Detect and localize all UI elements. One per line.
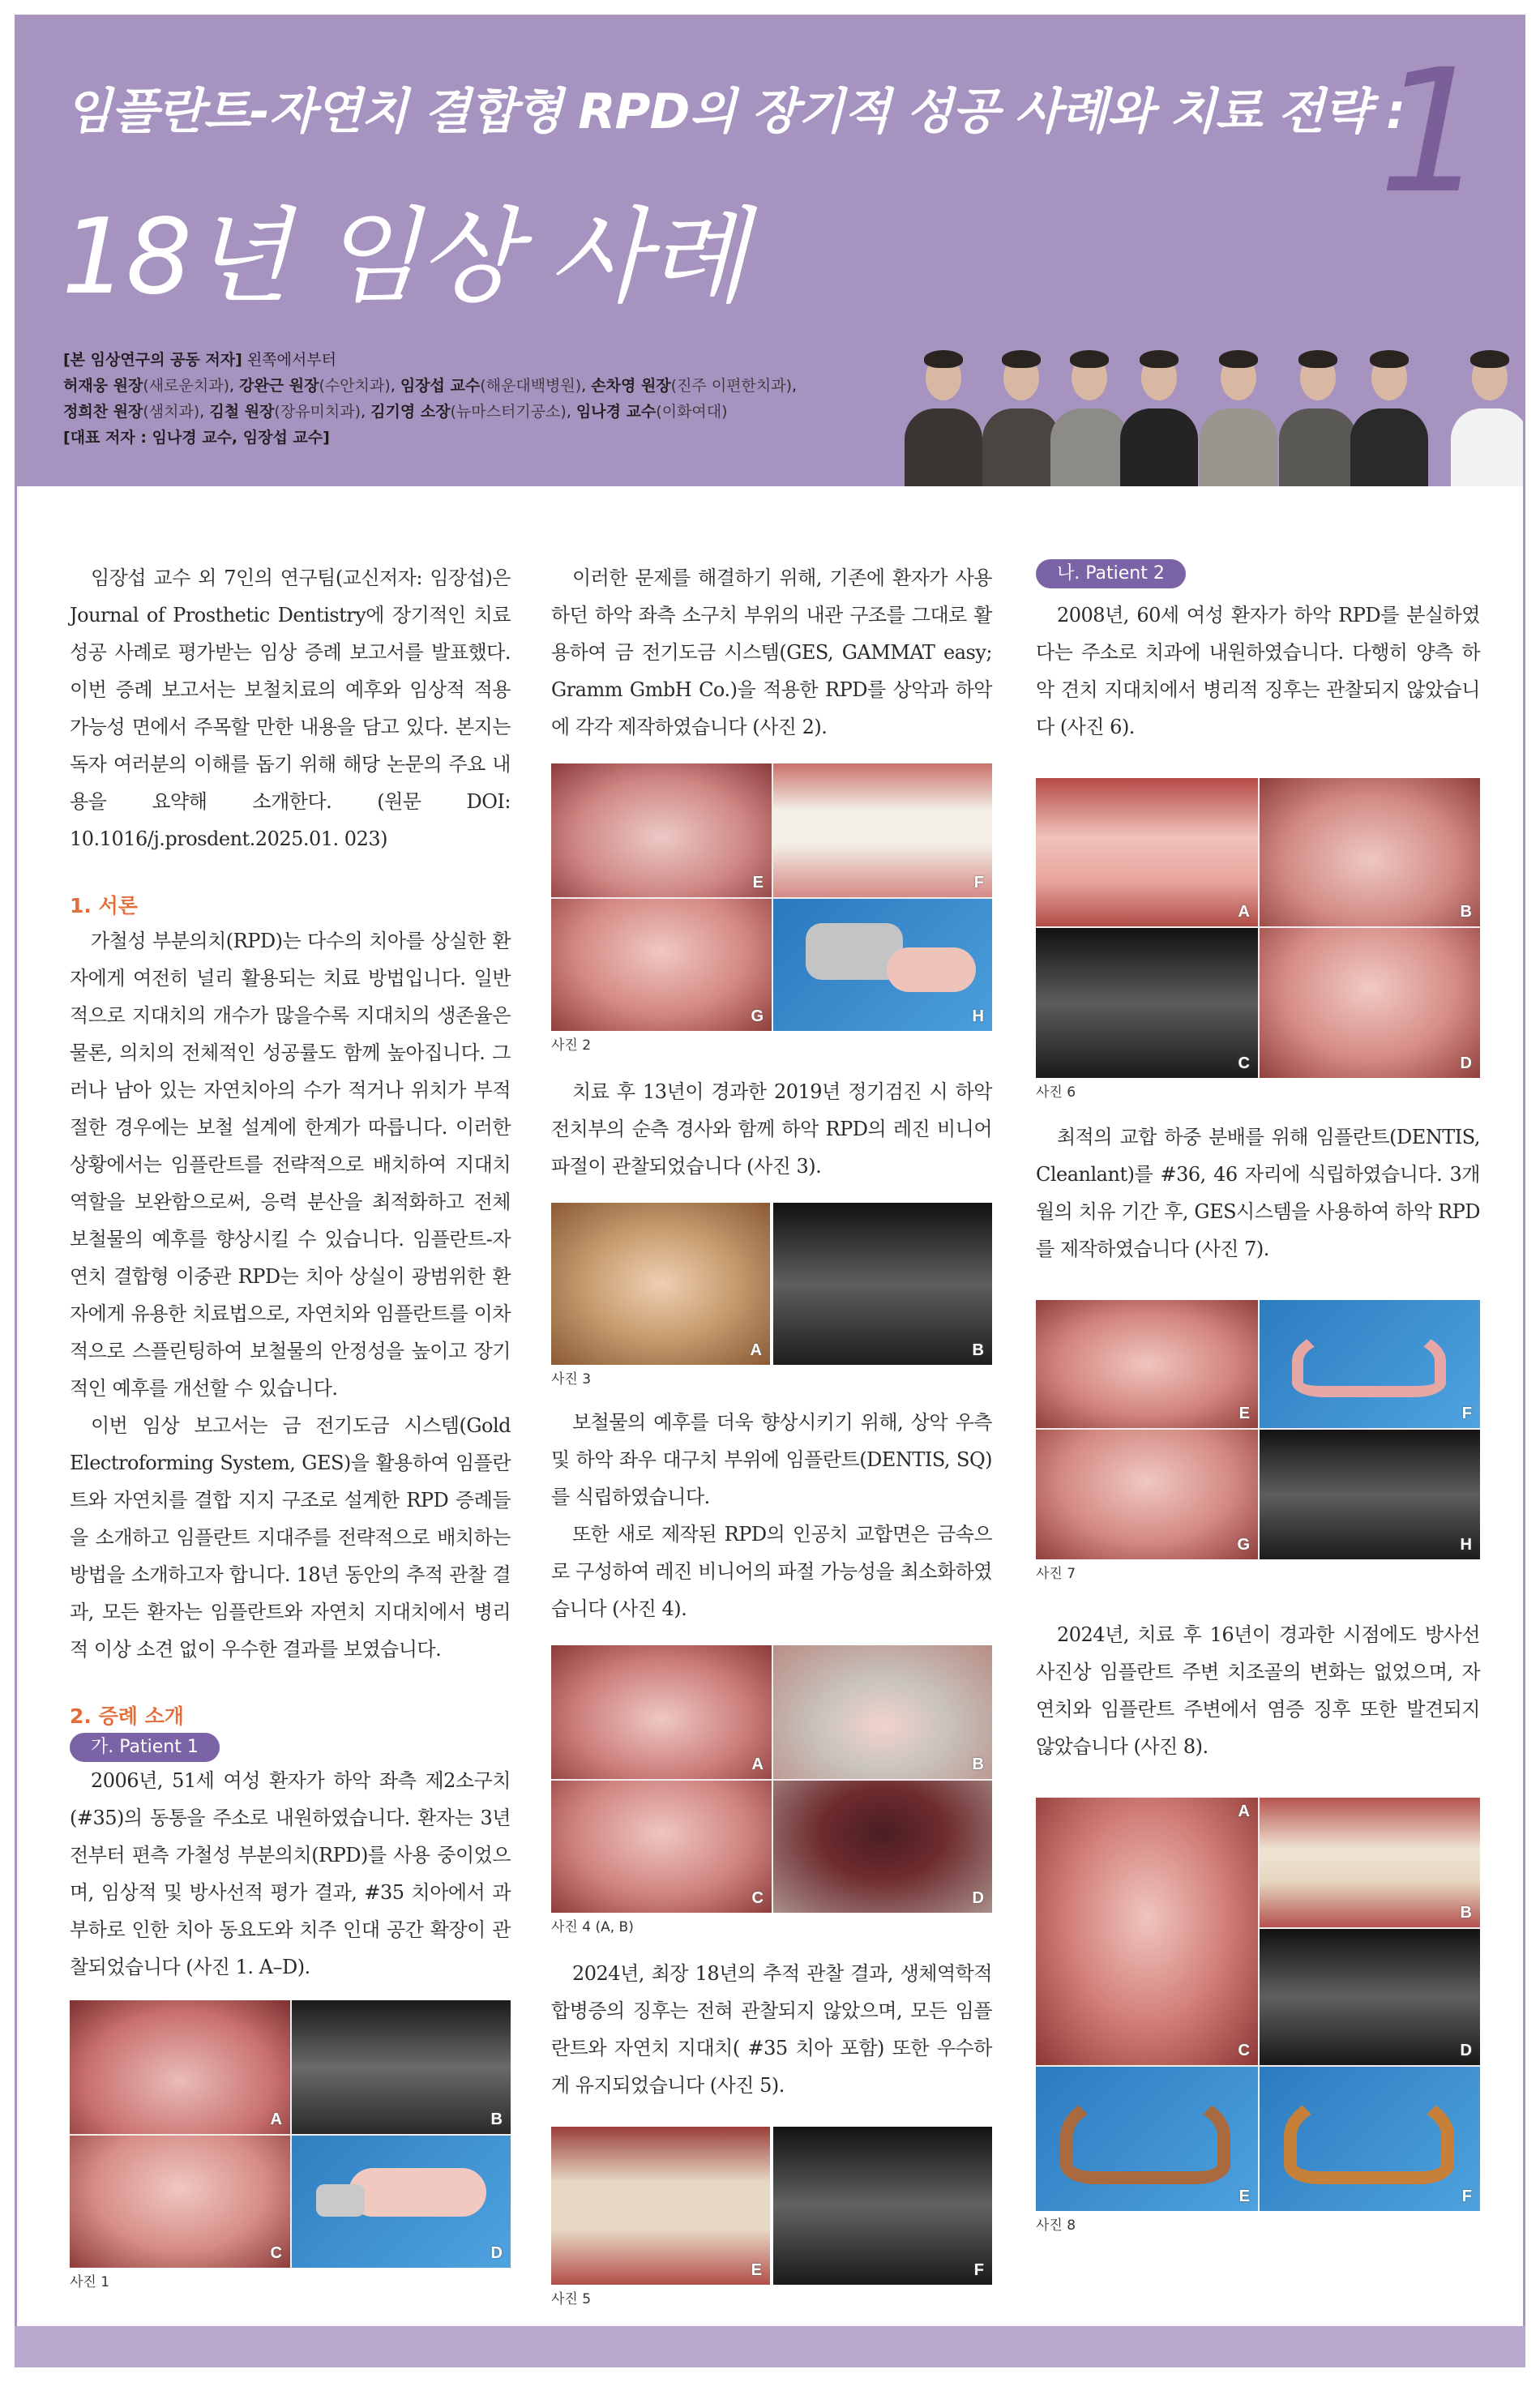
figure-5-panel-f [773,2127,992,2285]
panel-label: E [751,2261,762,2279]
figure-3-caption: 사진 3 [551,1371,592,1388]
column-2 [551,559,992,2309]
figure-2-panel-g [551,899,772,1031]
panel-label: F [1461,1405,1472,1422]
figure-6-caption: 사진 6 [1036,1084,1076,1101]
figure-8-panel-c [1036,1935,1258,2065]
figure-7 [1036,1300,1480,1559]
panel-label: D [972,1889,984,1907]
figure-8-panel-b [1260,1798,1480,1927]
figure-4-caption: 사진 4 (A, B) [551,1919,634,1935]
figure-2 [551,763,992,1031]
column-1 [70,559,511,2292]
figure-6-panel-d [1260,928,1480,1078]
author-name: 임장섭 교수 [400,377,481,395]
figure-1-caption: 사진 1 [70,2274,110,2290]
author-affiliation: (샘치과) [143,403,200,421]
patient-1-paragraph: 2006년, 51세 여성 환자가 하악 좌측 제2소구치(#35)의 동통을 주소로 내원하였습니다. 환자는 3년 전부터 편측 가철성 부분의치(RPD)를 사용 중이었으며, 임상적 및 방사선적 평가 결과, #35 치아에서 과부하로 인한 치아 동요도와 치주 인대 공간 확장이 관찰되었습니다 (사진 1. A–D). [70,1769,511,1978]
panel-label: D [1460,1054,1472,1072]
col2-paragraph-4: 또한 새로 제작된 RPD의 인공치 교합면은 금속으로 구성하여 레진 비니어의 파절 가능성을 최소화하였습니다 (사진 4). [551,1523,992,1620]
col3-paragraph-1: 2008년, 60세 여성 환자가 하악 RPD를 분실하였다는 주소로 치과에 내원하였습니다. 다행히 양측 하악 견치 지대치에서 병리적 징후는 관찰되지 않았습니다 (사진 6). [1036,604,1480,738]
panel-label: F [973,874,984,892]
panel-label: D [490,2244,503,2262]
panel-label: F [1461,2187,1472,2205]
figure-6-panel-c [1036,928,1258,1078]
author-affiliation: (해운대백병원) [480,377,582,395]
figure-4-panel-c [551,1781,772,1913]
author-affiliation: (이화여대) [656,403,728,421]
panel-label: E [752,874,764,892]
panel-label: D [1460,2042,1472,2059]
section-title-introduction: 1. 서론 [70,894,138,917]
figure-3-panel-a [551,1203,770,1365]
col2-paragraph-5: 2024년, 최장 18년의 추적 관찰 결과, 생체역학적 합병증의 징후는 전혀 관찰되지 않았으며, 모든 임플란트와 자연치 지대치( #35 치아 포함) 또한 우수하게 유지되었습니다 (사진 5). [551,1962,992,2097]
section-title-case-report: 2. 증례 소개 [70,1704,184,1728]
panel-label: A [1238,903,1250,921]
figure-4-panel-d [773,1781,992,1913]
figure-1-panel-c [70,2136,290,2268]
figure-4-panel-b [773,1645,992,1779]
intro-paragraph: 임장섭 교수 외 7인의 연구팀(교신저자: 임장섭)은 Journal of Prosthetic Dentistry에 장기적인 치료 성공 사례로 평가받는 임상 증례 보고서를 발표했다. 이번 증례 보고서는 보철치료의 예후와 임상적 적용 가능성 면에서 주목할 만한 내용을 담고 있다. 본지는 독자 여러분의 이해를 돕기 위해 해당 논문의 주요 내용을 요약해 소개한다. (원문 DOI: 10.1016/j.prosdent.2025.01. 023) [70,567,511,850]
panel-label: A [1238,1803,1250,1820]
author-name: 김기영 소장 [370,403,451,421]
series-number: 1 [1378,32,1487,231]
figure-7-panel-g [1036,1430,1258,1559]
figure-6 [1036,778,1480,1078]
panel-label: E [1238,2187,1250,2205]
col2-paragraph-2: 치료 후 13년이 경과한 2019년 정기검진 시 하악 전치부의 순측 경사와 함께 하악 RPD의 레진 비니어 파절이 관찰되었습니다 (사진 3). [551,1080,992,1178]
author-affiliation: (뉴마스터기공소) [450,403,567,421]
figure-5 [551,2127,992,2285]
author-name: 허재웅 원장 [63,377,143,395]
panel-label: B [490,2110,503,2128]
figure-8-panel-f [1260,2067,1480,2211]
figure-8-panel-d [1260,1929,1480,2065]
figure-8-panel-e [1036,2067,1258,2211]
patient-2-badge: 나. Patient 2 [1036,559,1186,588]
figure-8 [1036,1798,1480,2211]
col2-paragraph-3: 보철물의 예후를 더욱 향상시키기 위해, 상악 우측 및 하악 좌우 대구치 부위에 임플란트(DENTIS, SQ)를 식립하였습니다. [551,1411,992,1508]
author-name: 강완근 원장 [239,377,319,395]
figure-7-panel-h [1260,1430,1480,1559]
panel-label: B [1460,903,1472,921]
figure-3 [551,1203,992,1365]
figure-4 [551,1645,992,1913]
figure-7-caption: 사진 7 [1036,1566,1076,1582]
figure-1-panel-a [70,2000,290,2134]
figure-2-panel-f [773,763,992,897]
author-credits: [본 임상연구의 공동 저자] 왼쪽에서부터 허재웅 원장(새로운치과), 강완근 원장(수안치과), 임장섭 교수(해운대백병원), 손차영 원장(진주 이편한치과), 정희찬 원장(샘치과), 김철 원장(장유미치과), 김기영 소장(뉴마스터기공소), 임나경 교수(이화여대) [대표 저자 : 임나경 교수, 임장섭 교수] [63,351,798,447]
figure-1-panel-b [292,2000,511,2134]
panel-label: H [972,1007,984,1025]
figure-8-caption: 사진 8 [1036,2217,1076,2234]
introduction-paragraph-1: 가철성 부분의치(RPD)는 다수의 치아를 상실한 환자에게 여전히 널리 활용되는 치료 방법입니다. 일반적으로 지대치의 개수가 많을수록 지대치의 생존율은 물론, 의치의 전체적인 성공률도 함께 높아집니다. 그러나 남아 있는 자연치아의 수가 적거나 위치가 부적절한 경우에는 보철 설계에 한계가 따릅니다. 이러한 상황에서는 임플란트를 전략적으로 배치하여 지대치 역할을 보완함으로써, 응력 분산을 최적화하고 전체 보철물의 예후를 향상시킬 수 있습니다. 임플란트-자연치 결합형 이중관 RPD는 치아 상실이 광범위한 환자에게 유용한 치료법으로, 자연치와 임플란트를 이차적으로 스플린팅하여 보철물의 안정성을 높이고 장기적인 예후를 개선할 수 있습니다. [70,930,511,1400]
author-name: 손차영 원장 [591,377,671,395]
col3-paragraph-3: 2024년, 치료 후 16년이 경과한 시점에도 방사선 사진상 임플란트 주변 치조골의 변화는 없었으며, 자연치와 임플란트 주변에서 염증 징후 또한 발견되지 않았습니다 (사진 8). [1036,1623,1480,1758]
panel-label: F [973,2261,984,2279]
panel-label: B [1460,1904,1472,1922]
author-name: 정희찬 원장 [63,403,143,421]
figure-2-caption: 사진 2 [551,1037,592,1054]
col2-paragraph-1: 이러한 문제를 해결하기 위해, 기존에 환자가 사용하던 하악 좌측 소구치 부위의 내관 구조를 그대로 활용하여 금 전기도금 시스템(GES, GAMMAT easy; Gramm GmbH Co.)을 적용한 RPD를 상악과 하악에 각각 제작하였습니다 (사진 2). [551,567,992,738]
author-name: 김철 원장 [209,403,275,421]
panel-label: E [1238,1405,1250,1422]
figure-2-panel-e [551,763,772,897]
panel-label: H [1460,1536,1472,1554]
figure-7-panel-f [1260,1300,1480,1428]
panel-label: C [1238,1054,1250,1072]
introduction-paragraph-2: 이번 임상 보고서는 금 전기도금 시스템(Gold Electroforming System, GES)을 활용하여 임플란트와 자연치를 결합 지지 구조로 설계한 RPD 증례들을 소개하고 임플란트 지대주를 전략적으로 배치하는 방법을 소개하고자 합니다. 18년 동안의 추적 관찰 결과, 모든 환자는 임플란트와 자연치 지대치에서 병리적 이상 소견 없이 우수한 결과를 보였습니다. [70,1414,511,1661]
panel-label: C [1238,2042,1250,2059]
article-title-line1: 임플란트-자연치 결합형 RPD의 장기적 성공 사례와 치료 전략 : [65,83,1405,140]
panel-label: A [750,1341,762,1359]
patient-1-badge: 가. Patient 1 [70,1733,220,1762]
figure-2-panel-h [773,899,992,1031]
figure-5-caption: 사진 5 [551,2291,592,2307]
figure-5-panel-e [551,2127,770,2285]
col3-paragraph-2: 최적의 교합 하중 분배를 위해 임플란트(DENTIS, Cleanlant)를 #36, 46 자리에 식립하였습니다. 3개월의 치유 기간 후, GES시스템을 사용하여 하악 RPD를 제작하였습니다 (사진 7). [1036,1126,1480,1260]
panel-label: A [270,2110,282,2128]
article-title-line2: 18년 임상 사례 [62,197,746,318]
author-affiliation: (새로운치과) [143,377,229,395]
panel-label: G [751,1007,764,1025]
representative-authors: [대표 저자 : 임나경 교수, 임장섭 교수] [63,429,330,447]
footer-bar [15,2326,1525,2367]
figure-6-panel-b [1260,778,1480,926]
author-affiliation: (진주 이편한치과) [670,377,792,395]
author-name: 임나경 교수 [575,403,657,421]
panel-label: G [1237,1536,1250,1554]
column-3 [1036,559,1480,2235]
authors-label: [본 임상연구의 공동 저자] [63,351,242,369]
author-affiliation: (수안치과) [319,377,391,395]
panel-label: B [972,1341,984,1359]
panel-label: C [751,1889,764,1907]
panel-label: A [751,1755,764,1773]
author-affiliation: (장유미치과) [274,403,361,421]
figure-3-panel-b [773,1203,992,1365]
panel-label: C [270,2244,282,2262]
authors-order: 왼쪽에서부터 [246,351,336,369]
figure-7-panel-e [1036,1300,1258,1428]
figure-1 [70,2000,511,2268]
figure-6-panel-a [1036,778,1258,926]
figure-4-panel-a [551,1645,772,1779]
panel-label: B [972,1755,984,1773]
figure-1-panel-d [292,2136,511,2268]
